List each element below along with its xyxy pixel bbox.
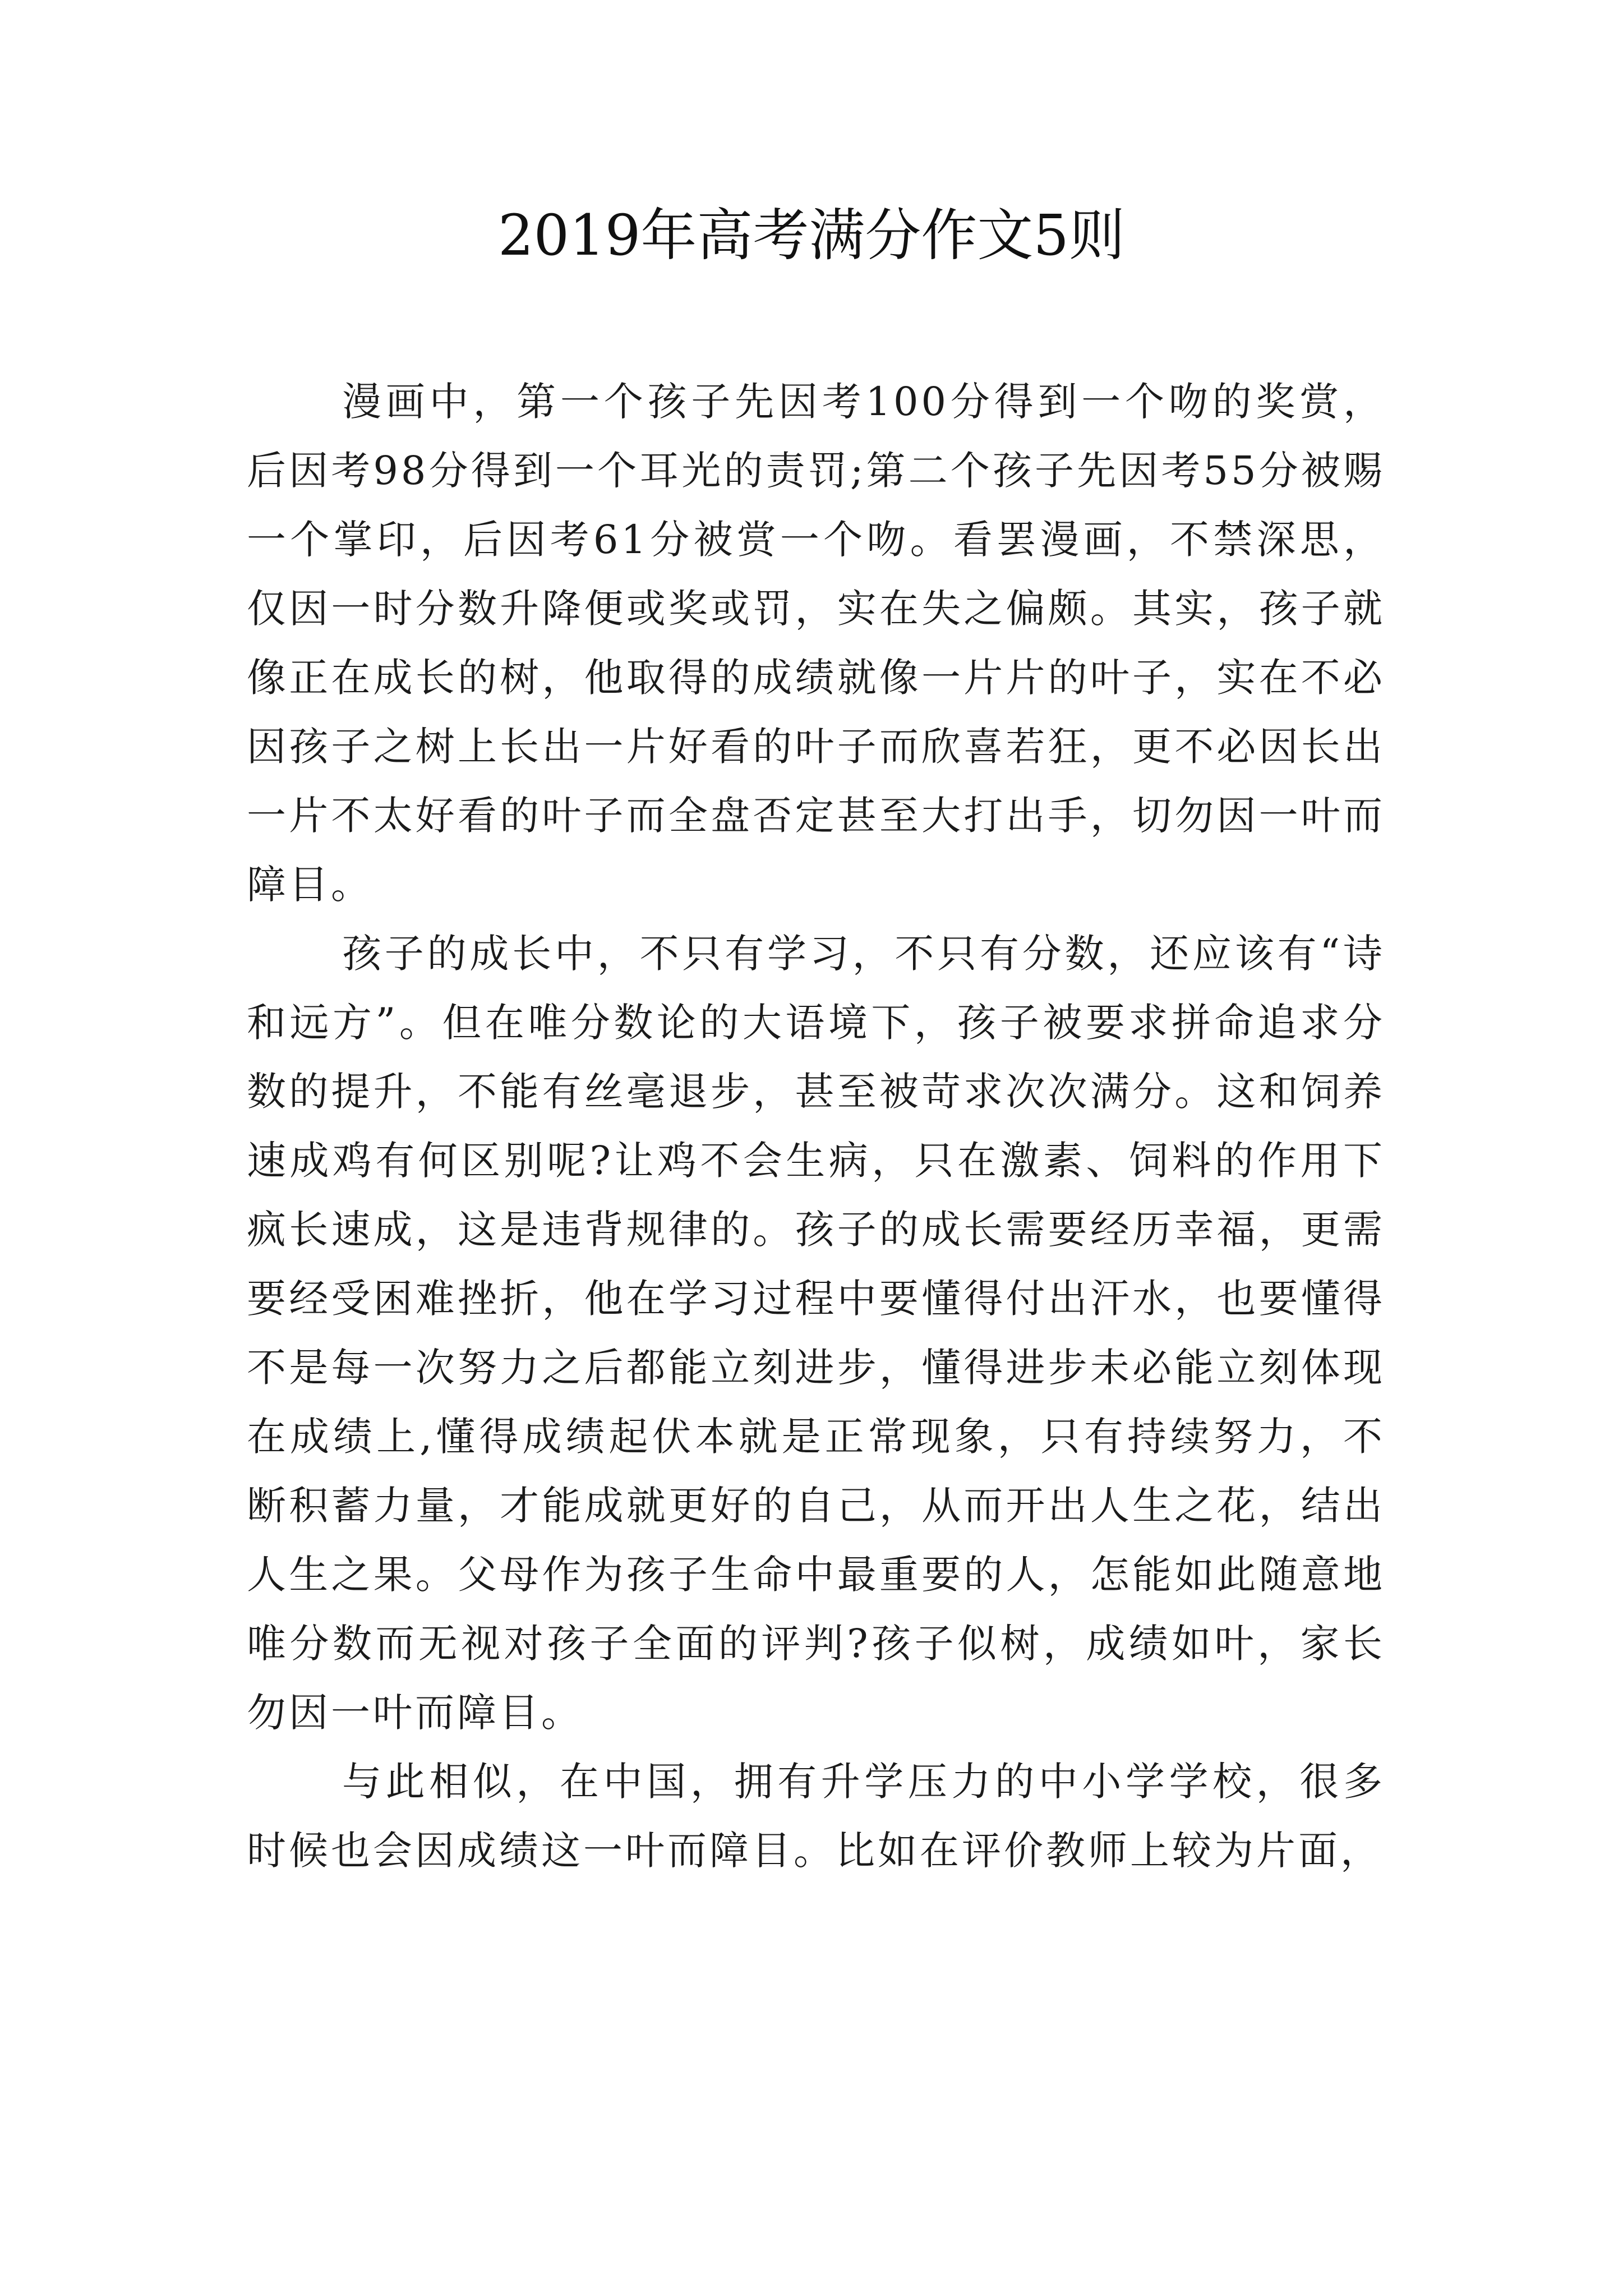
essay-body	[247, 367, 1385, 1885]
paragraph: 漫画中，第一个孩子先因考100分得到一个吻的奖赏，后因考98分得到一个耳光的责罚;第二个孩子先因考55分被赐一个掌印，后因考61分被赏一个吻。看罢漫画，不禁深思，仅因一时分数升降便或奖或罚，实在失之偏颇。其实，孩子就像正在成长的树，他取得的成绩就像一片片的叶子，实在不必因孩子之树上长出一片好看的叶子而欣喜若狂，更不必因长出一片不太好看的叶子而全盘否定甚至大打出手，切勿因一叶而障目。	[247, 379, 1385, 908]
paragraph: 孩子的成长中，不只有学习，不只有分数，还应该有“诗和远方”。但在唯分数论的大语境下，孩子被要求拼命追求分数的提升，不能有丝毫退步，甚至被苛求次次满分。这和饲养速成鸡有何区别呢?让鸡不会生病，只在激素、饲料的作用下疯长速成，这是违背规律的。孩子的成长需要经历幸福，更需要经受困难挫折，他在学习过程中要懂得付出汗水，也要懂得不是每一次努力之后都能立刻进步，懂得进步未必能立刻体现在成绩上,懂得成绩起伏本就是正常现象，只有持续努力，不断积蓄力量，才能成就更好的自己，从而开出人生之花，结出人生之果。父母作为孩子生命中最重要的人，怎能如此随意地唯分数而无视对孩子全面的评判?孩子似树，成绩如叶，家长勿因一叶而障目。	[247, 931, 1385, 1736]
page-title: 2019年高考满分作文5则	[497, 203, 1126, 268]
paragraph: 与此相似，在中国，拥有升学压力的中小学学校，很多时候也会因成绩这一叶而障目。比如在评价教师上较为片面，	[247, 1759, 1385, 1874]
